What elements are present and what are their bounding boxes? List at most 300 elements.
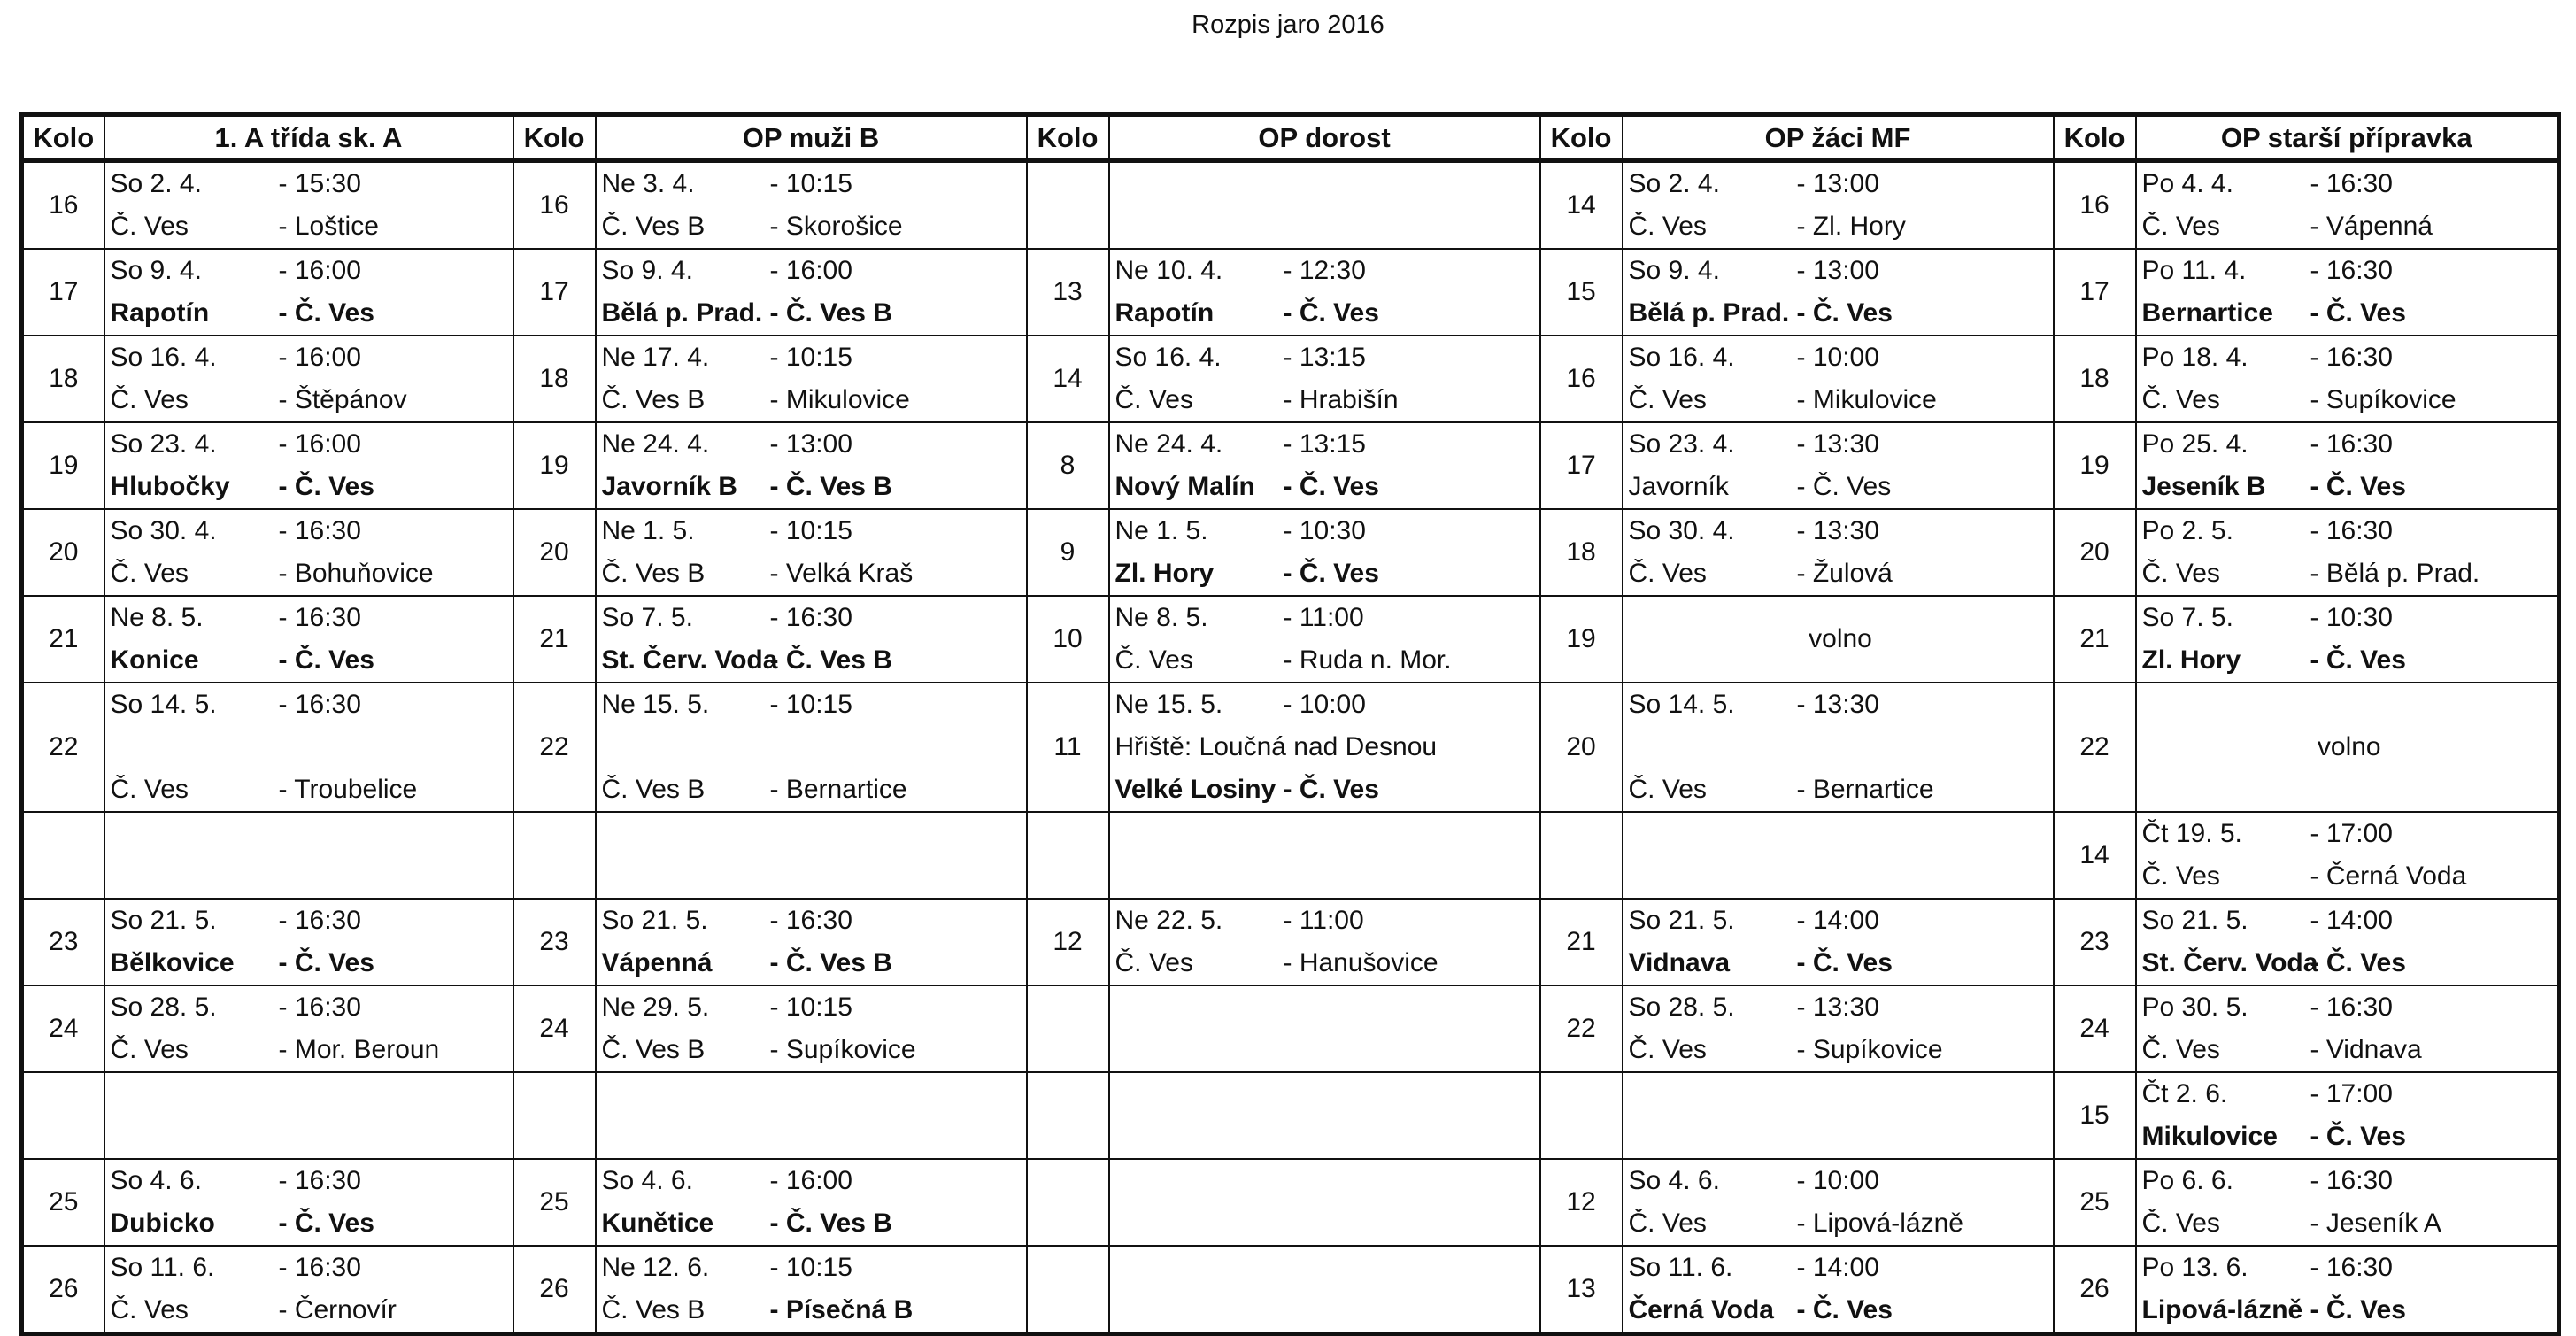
match-right: - 16:30 <box>2310 1253 2393 1282</box>
home-team: Č. Ves <box>1628 559 1707 588</box>
match-right: - 16:30 <box>2310 992 2393 1022</box>
home-team: Č. Ves <box>2141 212 2220 241</box>
match-date-time <box>2142 510 2557 552</box>
venue-note: Hřiště: Loučná nad Desnou <box>1114 732 1438 761</box>
match-teams <box>111 942 513 985</box>
match-date-time <box>1115 336 1539 379</box>
match-cell <box>1623 509 2054 596</box>
kolo-cell: 22 <box>22 683 104 812</box>
match-cell <box>596 985 1027 1072</box>
match-left: So 30. 4. <box>110 516 217 545</box>
match-right: - 16:30 <box>2310 1166 2393 1195</box>
match-left: Čt 2. 6. <box>2141 1079 2228 1108</box>
match-right: - 13:15 <box>1283 429 1366 459</box>
away-team: - Č. Ves <box>278 1209 374 1238</box>
match-left: Ne 10. 4. <box>1114 256 1223 285</box>
home-team: Hlubočky <box>110 472 230 501</box>
match-cell <box>596 422 1027 509</box>
match-right: - 16:30 <box>278 992 361 1022</box>
match-date-time <box>602 250 1026 292</box>
away-team: - Hrabišín <box>1283 385 1399 414</box>
match-right: - 10:15 <box>769 690 852 719</box>
match-cell <box>596 596 1027 683</box>
away-team: - Č. Ves <box>2310 1122 2406 1151</box>
home-team: Č. Ves <box>1114 645 1193 675</box>
match-left: So 4. 6. <box>601 1166 693 1195</box>
match-cell <box>104 1072 513 1159</box>
kolo-cell <box>1027 812 1109 899</box>
away-team: - Č. Ves <box>1796 1295 1893 1324</box>
match-left: So 21. 5. <box>601 906 708 935</box>
match-left: Ne 24. 4. <box>1114 429 1223 459</box>
away-team: - Mor. Beroun <box>278 1035 440 1064</box>
kolo-cell <box>1027 985 1109 1072</box>
match-cell <box>104 161 513 250</box>
match-teams <box>1629 1202 2053 1245</box>
match-cell <box>1109 596 1540 683</box>
home-team: Č. Ves <box>2141 559 2220 588</box>
away-team: - Supíkovice <box>769 1035 916 1064</box>
match-left: So 2. 4. <box>1628 169 1720 198</box>
match-cell <box>1109 249 1540 336</box>
home-team: St. Červ. Voda <box>2141 948 2318 977</box>
home-team: Dubicko <box>110 1209 215 1238</box>
away-team: - Bernartice <box>769 775 907 804</box>
match-left: Ne 12. 6. <box>601 1253 710 1282</box>
competition-header: OP žáci MF <box>1623 115 2054 161</box>
match-date-time <box>2142 1160 2557 1202</box>
match-left: Po 25. 4. <box>2141 429 2248 459</box>
match-right: - 12:30 <box>1283 256 1366 285</box>
competition-header: 1. A třída sk. A <box>104 115 513 161</box>
match-left: So 11. 6. <box>110 1253 215 1282</box>
match-teams <box>2142 1289 2557 1332</box>
match-cell <box>1623 1072 2054 1159</box>
away-team: - Č. Ves B <box>769 645 892 675</box>
match-date-time <box>2142 1247 2557 1289</box>
match-right: - 13:00 <box>769 429 852 459</box>
kolo-cell: 20 <box>2054 509 2136 596</box>
match-cell <box>104 683 513 812</box>
match-left: Ne 29. 5. <box>601 992 710 1022</box>
kolo-cell: 19 <box>1540 596 1623 683</box>
match-date-time <box>1629 1247 2053 1289</box>
match-cell <box>1109 1159 1540 1246</box>
table-row <box>22 1159 2559 1246</box>
table-row <box>22 1072 2559 1159</box>
match-date-time <box>1115 683 1539 726</box>
kolo-cell <box>1540 812 1623 899</box>
kolo-cell <box>22 812 104 899</box>
match-left: So 9. 4. <box>110 256 202 285</box>
match-cell <box>1109 985 1540 1072</box>
match-cell <box>1623 422 2054 509</box>
match-left: So 16. 4. <box>110 343 217 372</box>
match-left: So 7. 5. <box>601 603 693 632</box>
match-cell <box>104 422 513 509</box>
match-left: Po 30. 5. <box>2141 992 2248 1022</box>
match-cell <box>104 249 513 336</box>
kolo-cell: 21 <box>1540 899 1623 985</box>
match-cell <box>596 249 1027 336</box>
match-left: So 4. 6. <box>1628 1166 1720 1195</box>
match-right: - 16:00 <box>278 343 361 372</box>
match-teams <box>1629 1029 2053 1071</box>
home-team: Bělkovice <box>110 948 235 977</box>
match-right: - 17:00 <box>2310 1079 2393 1108</box>
home-team: Č. Ves <box>110 212 189 241</box>
match-teams <box>2142 1029 2557 1071</box>
match-date-time <box>111 683 513 726</box>
kolo-header: Kolo <box>1027 115 1109 161</box>
match-cell <box>2136 1072 2559 1159</box>
match-date-time <box>111 163 513 205</box>
match-teams <box>111 379 513 421</box>
match-date-time <box>111 510 513 552</box>
match-cell <box>104 336 513 422</box>
match-date-time <box>2142 900 2557 942</box>
home-team: Javorník B <box>601 472 737 501</box>
match-right: - 16:30 <box>2310 169 2393 198</box>
match-right: - 16:30 <box>278 603 361 632</box>
match-cell <box>596 1072 1027 1159</box>
match-teams <box>1629 768 2053 811</box>
home-team: Č. Ves <box>1628 1209 1707 1238</box>
kolo-cell: 12 <box>1027 899 1109 985</box>
match-cell <box>1109 812 1540 899</box>
kolo-cell: 14 <box>2054 812 2136 899</box>
home-team: Č. Ves <box>2141 1035 2220 1064</box>
match-cell <box>1109 899 1540 985</box>
home-team: Č. Ves <box>110 1295 189 1324</box>
match-cell <box>2136 336 2559 422</box>
match-teams <box>2142 205 2557 248</box>
match-left: So 16. 4. <box>1628 343 1735 372</box>
match-cell <box>1623 161 2054 250</box>
home-team: Vidnava <box>1628 948 1731 977</box>
match-right: - 14:00 <box>1796 906 1879 935</box>
match-right: - 16:30 <box>2310 256 2393 285</box>
kolo-cell <box>1027 1159 1109 1246</box>
kolo-cell: 17 <box>1540 422 1623 509</box>
match-cell <box>596 509 1027 596</box>
away-team: - Mikulovice <box>1796 385 1937 414</box>
kolo-cell: 15 <box>2054 1072 2136 1159</box>
match-teams <box>1629 205 2053 248</box>
match-date-time <box>602 423 1026 466</box>
competition-header: OP starší přípravka <box>2136 115 2559 161</box>
match-cell <box>2136 596 2559 683</box>
match-date-time <box>111 597 513 639</box>
home-team: Bělá p. Prad. <box>1628 298 1790 328</box>
match-date-time <box>1629 900 2053 942</box>
home-team: Č. Ves <box>110 385 189 414</box>
match-left: Po 2. 5. <box>2141 516 2233 545</box>
match-cell <box>104 985 513 1072</box>
table-row <box>22 336 2559 422</box>
match-cell <box>1109 509 1540 596</box>
away-team: - Č. Ves <box>1796 298 1893 328</box>
match-date-time <box>602 597 1026 639</box>
home-team: Č. Ves B <box>601 1035 706 1064</box>
match-cell <box>596 683 1027 812</box>
away-team: - Hanušovice <box>1283 948 1438 977</box>
away-team: - Č. Ves <box>1283 775 1379 804</box>
kolo-cell: 15 <box>1540 249 1623 336</box>
match-right: - 16:30 <box>769 603 852 632</box>
away-team: - Č. Ves <box>1283 559 1379 588</box>
kolo-cell: 17 <box>22 249 104 336</box>
match-right: - 16:30 <box>2310 516 2393 545</box>
kolo-cell: 25 <box>2054 1159 2136 1246</box>
match-teams <box>111 1289 513 1332</box>
match-left: Po 18. 4. <box>2141 343 2248 372</box>
competition-header: OP dorost <box>1109 115 1540 161</box>
match-cell <box>104 509 513 596</box>
spacer <box>602 726 1026 768</box>
home-team: Rapotín <box>1114 298 1215 328</box>
away-team: - Velká Kraš <box>769 559 914 588</box>
match-date-time <box>111 900 513 942</box>
match-date-time <box>1629 423 2053 466</box>
away-team: - Č. Ves <box>2310 1295 2406 1324</box>
match-teams <box>2142 379 2557 421</box>
home-team: Č. Ves <box>1628 775 1707 804</box>
match-right: - 16:30 <box>2310 429 2393 459</box>
match-left: So 23. 4. <box>110 429 217 459</box>
kolo-cell: 12 <box>1540 1159 1623 1246</box>
match-cell <box>2136 249 2559 336</box>
match-right: - 15:30 <box>278 169 361 198</box>
match-teams <box>111 768 513 811</box>
match-cell <box>2136 1159 2559 1246</box>
match-teams <box>2142 466 2557 508</box>
match-date-time <box>111 423 513 466</box>
match-cell <box>1623 1159 2054 1246</box>
match-date-time <box>111 250 513 292</box>
match-teams <box>1629 552 2053 595</box>
kolo-cell: 21 <box>513 596 596 683</box>
match-cell <box>1109 1072 1540 1159</box>
away-team: - Č. Ves B <box>769 948 892 977</box>
match-left: Ne 8. 5. <box>1114 603 1208 632</box>
match-left: So 14. 5. <box>1628 690 1735 719</box>
kolo-cell: 23 <box>2054 899 2136 985</box>
match-teams <box>111 639 513 682</box>
kolo-cell: 23 <box>513 899 596 985</box>
match-right: - 16:30 <box>278 906 361 935</box>
match-cell: volno <box>2136 683 2559 812</box>
match-date-time <box>1629 250 2053 292</box>
match-teams <box>1629 1289 2053 1332</box>
home-team: Lipová-lázně <box>2141 1295 2303 1324</box>
match-teams <box>602 768 1026 811</box>
away-team: - Skorošice <box>769 212 903 241</box>
away-team: - Č. Ves <box>2310 298 2406 328</box>
kolo-cell: 18 <box>1540 509 1623 596</box>
kolo-cell: 19 <box>513 422 596 509</box>
match-right: - 16:00 <box>769 1166 852 1195</box>
match-cell <box>1109 422 1540 509</box>
match-teams <box>602 1289 1026 1332</box>
match-teams <box>2142 1116 2557 1158</box>
away-team: - Loštice <box>278 212 379 241</box>
match-date-time <box>2142 597 2557 639</box>
match-right: - 16:00 <box>278 429 361 459</box>
match-left: Po 13. 6. <box>2141 1253 2248 1282</box>
match-cell <box>104 812 513 899</box>
match-right: - 13:30 <box>1796 516 1879 545</box>
kolo-cell: 16 <box>1540 336 1623 422</box>
table-row <box>22 683 2559 812</box>
kolo-header: Kolo <box>22 115 104 161</box>
kolo-cell: 17 <box>2054 249 2136 336</box>
match-right: - 14:00 <box>1796 1253 1879 1282</box>
home-team: Č. Ves <box>1114 385 1193 414</box>
kolo-cell: 10 <box>1027 596 1109 683</box>
match-teams <box>111 552 513 595</box>
away-team: - Č. Ves <box>278 298 374 328</box>
match-right: - 13:30 <box>1796 690 1879 719</box>
away-team: - Vidnava <box>2310 1035 2422 1064</box>
match-left: Ne 1. 5. <box>601 516 695 545</box>
match-teams <box>1629 292 2053 335</box>
match-cell <box>104 596 513 683</box>
kolo-cell: 18 <box>22 336 104 422</box>
home-team: Velké Losiny <box>1114 775 1276 804</box>
kolo-cell: 25 <box>513 1159 596 1246</box>
kolo-cell: 9 <box>1027 509 1109 596</box>
match-cell: volno <box>1623 596 2054 683</box>
match-left: Ne 17. 4. <box>601 343 710 372</box>
match-teams <box>1115 466 1539 508</box>
kolo-cell: 22 <box>513 683 596 812</box>
away-team: - Č. Ves <box>1796 472 1892 501</box>
match-right: - 10:15 <box>769 516 852 545</box>
home-team: Konice <box>110 645 199 675</box>
match-teams <box>111 292 513 335</box>
spacer <box>1629 726 2053 768</box>
match-cell <box>1623 812 2054 899</box>
match-teams <box>602 942 1026 985</box>
match-left: Ne 22. 5. <box>1114 906 1223 935</box>
away-team: - Č. Ves <box>1796 948 1893 977</box>
match-date-time <box>2142 813 2557 855</box>
away-team: - Štěpánov <box>278 385 407 414</box>
away-team: - Zl. Hory <box>1796 212 1906 241</box>
match-cell <box>596 812 1027 899</box>
match-cell <box>1623 336 2054 422</box>
away-team: - Č. Ves <box>278 948 374 977</box>
match-right: - 10:15 <box>769 343 852 372</box>
home-team: Č. Ves <box>1628 212 1707 241</box>
match-cell <box>1623 249 2054 336</box>
match-right: - 10:30 <box>1283 516 1366 545</box>
kolo-cell <box>513 812 596 899</box>
match-date-time <box>1115 510 1539 552</box>
kolo-cell: 26 <box>22 1246 104 1334</box>
table-row <box>22 1246 2559 1334</box>
match-date-time <box>602 683 1026 726</box>
home-team: Č. Ves B <box>601 385 706 414</box>
match-date-time <box>602 1160 1026 1202</box>
match-teams <box>602 205 1026 248</box>
table-row <box>22 249 2559 336</box>
match-date-time <box>1629 1160 2053 1202</box>
match-teams <box>1629 942 2053 985</box>
match-date-time <box>1115 250 1539 292</box>
match-cell <box>596 161 1027 250</box>
match-left: Ne 3. 4. <box>601 169 695 198</box>
home-team: Zl. Hory <box>1114 559 1215 588</box>
home-team: Javorník <box>1628 472 1729 501</box>
match-right: - 16:30 <box>278 516 361 545</box>
away-team: - Supíkovice <box>1796 1035 1943 1064</box>
home-team: Č. Ves <box>2141 385 2220 414</box>
kolo-cell: 18 <box>2054 336 2136 422</box>
home-team: Č. Ves B <box>601 212 706 241</box>
match-right: - 10:30 <box>2310 603 2393 632</box>
kolo-cell: 20 <box>1540 683 1623 812</box>
home-team: Č. Ves <box>110 1035 189 1064</box>
kolo-cell: 8 <box>1027 422 1109 509</box>
match-left: Po 4. 4. <box>2141 169 2233 198</box>
home-team: St. Červ. Voda <box>601 645 778 675</box>
kolo-cell <box>1027 1246 1109 1334</box>
kolo-cell: 13 <box>1027 249 1109 336</box>
match-cell <box>1109 336 1540 422</box>
home-team: Č. Ves <box>2141 861 2220 891</box>
away-team: - Č. Ves <box>2310 645 2406 675</box>
kolo-cell: 13 <box>1540 1246 1623 1334</box>
match-teams <box>602 552 1026 595</box>
kolo-cell: 20 <box>513 509 596 596</box>
away-team: - Lipová-lázně <box>1796 1209 1963 1238</box>
match-teams <box>1115 552 1539 595</box>
match-right: - 13:00 <box>1796 256 1879 285</box>
table-row <box>22 812 2559 899</box>
match-teams <box>111 205 513 248</box>
kolo-cell: 23 <box>22 899 104 985</box>
kolo-cell: 19 <box>22 422 104 509</box>
match-left: So 21. 5. <box>2141 906 2248 935</box>
match-date-time <box>602 986 1026 1029</box>
kolo-cell: 17 <box>513 249 596 336</box>
match-teams <box>2142 552 2557 595</box>
schedule-table <box>19 112 2561 1336</box>
match-cell <box>104 899 513 985</box>
match-teams <box>602 1029 1026 1071</box>
match-right: - 14:00 <box>2310 906 2393 935</box>
match-cell <box>2136 985 2559 1072</box>
match-date-time <box>1629 163 2053 205</box>
match-left: So 21. 5. <box>110 906 217 935</box>
match-teams <box>2142 1202 2557 1245</box>
away-team: - Vápenná <box>2310 212 2433 241</box>
away-team: - Č. Ves B <box>769 472 892 501</box>
home-team: Jeseník B <box>2141 472 2266 501</box>
match-left: So 23. 4. <box>1628 429 1735 459</box>
match-left: Ne 1. 5. <box>1114 516 1208 545</box>
match-right: - 16:30 <box>278 1253 361 1282</box>
match-date-time <box>1115 597 1539 639</box>
kolo-cell: 24 <box>22 985 104 1072</box>
match-left: So 9. 4. <box>601 256 693 285</box>
match-left: Po 6. 6. <box>2141 1166 2233 1195</box>
match-right: - 16:30 <box>769 906 852 935</box>
home-team: Bělá p. Prad. <box>601 298 763 328</box>
away-team: - Supíkovice <box>2310 385 2456 414</box>
